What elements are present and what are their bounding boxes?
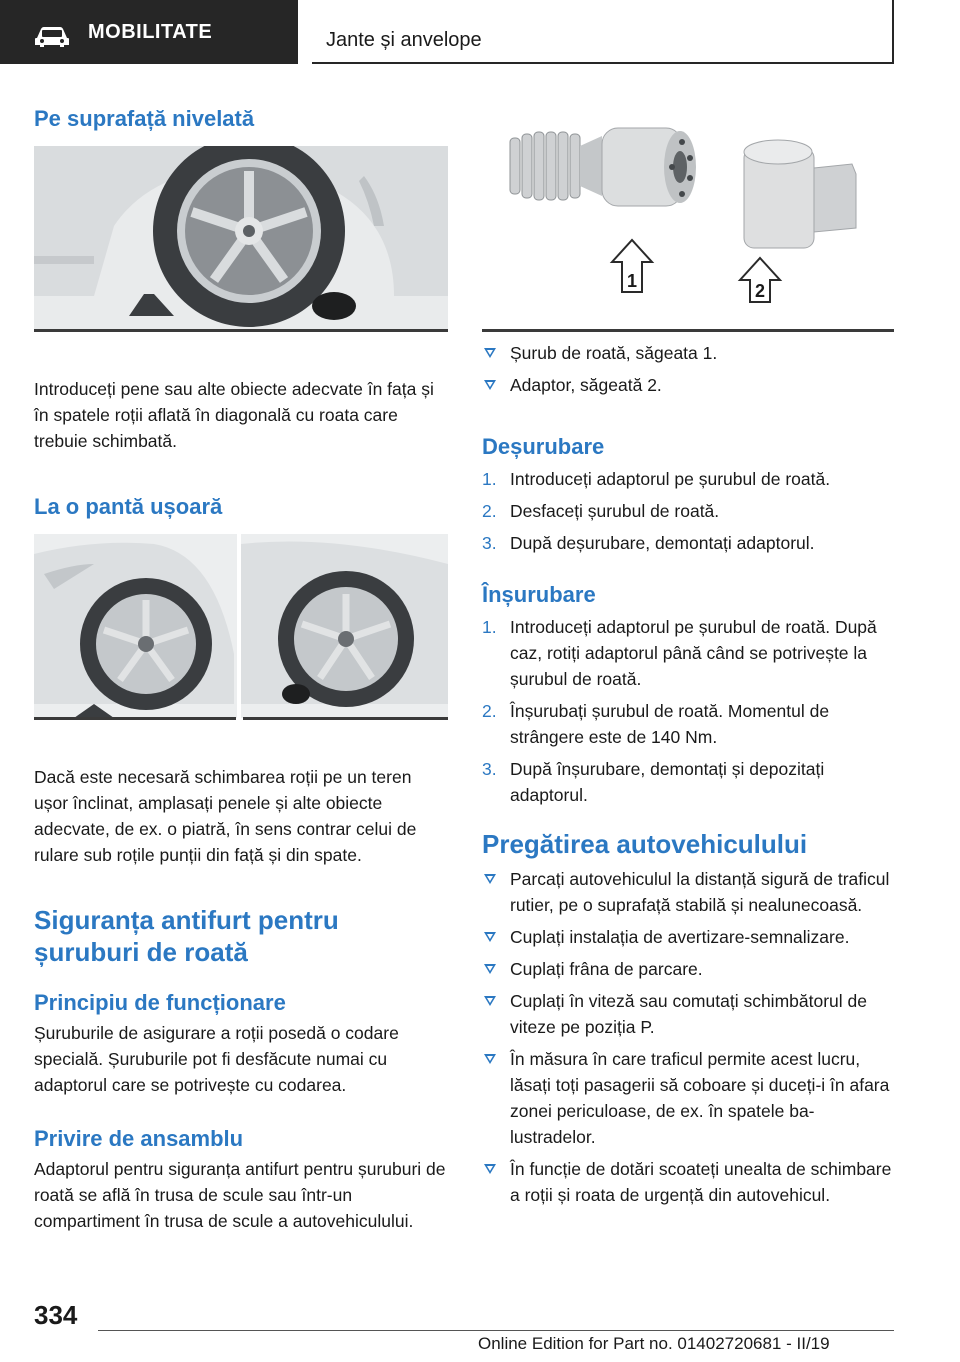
para-slight-slope: Dacă este necesară schimbarea roții pe un teren ușor înclinat, amplasați penele și alte obiecte adecvate, de ex. o piatră, în sens contrar celui de rulare sub roțile punții din față și din spate. xyxy=(34,767,417,865)
list-item: 1. Introduceți adaptorul pe șurubul de roată. xyxy=(482,469,831,489)
list-item: 3. După înșurubare, demontați și depozitați adaptorul. xyxy=(482,759,825,805)
list-item: Cuplați instalația de avertizare-semnalizare. xyxy=(482,924,894,950)
triangle-bullet-icon xyxy=(484,932,496,942)
legend-item: Șurub de roată, săgeata 1. xyxy=(482,340,894,366)
heading-lock-bolt-line1: Siguranța antifurt pentru xyxy=(34,905,339,935)
triangle-bullet-icon xyxy=(484,964,496,974)
heading-screw: Înșurubare xyxy=(482,582,596,607)
heading-unscrew: Deșurubare xyxy=(482,434,605,459)
triangle-bullet-icon xyxy=(484,348,496,358)
figure-label-1: 1 xyxy=(626,271,638,291)
list-item: 3. După deșurubare, demontați adaptorul. xyxy=(482,533,815,553)
list-item: Parcați autovehiculul la distanță sigură de traficul rutier, pe o suprafață stabilă și nealunecoasă. xyxy=(482,866,894,918)
figure-lock-bolt xyxy=(482,110,894,310)
figure-legend xyxy=(482,340,894,404)
figure-label-2: 2 xyxy=(754,281,766,301)
list-item: 2. Înșurubați șurubul de roată. Momentul de strângere este de 140 Nm. xyxy=(482,701,830,747)
section-label: MOBILITATE xyxy=(88,21,213,43)
triangle-bullet-icon xyxy=(484,1054,496,1064)
screw-steps xyxy=(482,614,894,814)
heading-slight-slope: La o pantă ușoară xyxy=(34,494,223,519)
list-item: În măsura în care traficul permite acest lucru, lăsați toți pasagerii să coboare și duceți-i în afara zonei periculoase, de ex. în spatele balustradelor. xyxy=(482,1046,894,1150)
chapter-label: Jante și anvelope xyxy=(326,29,482,51)
triangle-bullet-icon xyxy=(484,1164,496,1174)
unscrew-steps xyxy=(482,466,894,562)
legend-item: Adaptor, săgeată 2. xyxy=(482,372,894,398)
figure-rule-right-col xyxy=(482,329,894,332)
figure-wheel-level xyxy=(34,146,448,330)
list-item: 1. Introduceți adaptorul pe șurubul de roată. După caz, rotiți adaptorul până când se potrivește la șurubul de roată. xyxy=(482,617,877,689)
list-item: Cuplați frâna de parcare. xyxy=(482,956,894,982)
triangle-bullet-icon xyxy=(484,874,496,884)
heading-level-ground: Pe suprafață nivelată xyxy=(34,106,255,131)
para-level-ground: Introduceți pene sau alte obiecte adecvate în fața și în spatele roții aflată în diagonală cu roata care trebuie schimbată. xyxy=(34,379,434,451)
list-item: Cuplați în viteză sau comutați schimbătorul de viteze pe poziția P. xyxy=(482,988,894,1040)
chapter-tab xyxy=(312,0,894,64)
page-number: 334 xyxy=(34,1300,78,1330)
triangle-bullet-icon xyxy=(484,380,496,390)
para-overview: Adaptorul pentru siguranța antifurt pentru șuruburi de roată se află în trusa de scule sau într-un compartiment în trusa de scule a autovehiculului. xyxy=(34,1159,446,1231)
heading-overview: Privire de ansamblu xyxy=(34,1126,244,1151)
figure-rule xyxy=(34,329,448,332)
edition-footer: Online Edition for Part no. 01402720681 - II/19 xyxy=(478,1334,830,1353)
car-icon xyxy=(34,26,70,48)
heading-vehicle-prep: Pregătirea autovehiculului xyxy=(482,829,808,859)
triangle-bullet-icon xyxy=(484,996,496,1006)
prep-list xyxy=(482,866,894,1214)
heading-lock-bolt-line2: șuruburi de roată xyxy=(34,937,248,967)
list-item: În funcție de dotări scoateți unealta de schimbare a roții și roata de urgență din autovehicul. xyxy=(482,1156,894,1208)
page-header xyxy=(0,0,960,66)
list-item: 2. Desfaceți șurubul de roată. xyxy=(482,501,720,521)
figure-wheels-slope xyxy=(34,534,448,718)
footer-rule xyxy=(98,1330,894,1331)
figure-rule-left xyxy=(34,717,236,720)
para-principle: Șuruburile de asigurare a roții posedă o codare specială. Șuruburile pot fi desfăcute numai cu adaptorul care se potrivește cu codarea. xyxy=(34,1023,399,1095)
heading-principle: Principiu de funcționare xyxy=(34,990,286,1015)
figure-rule-right xyxy=(243,717,448,720)
section-tab xyxy=(0,0,298,64)
